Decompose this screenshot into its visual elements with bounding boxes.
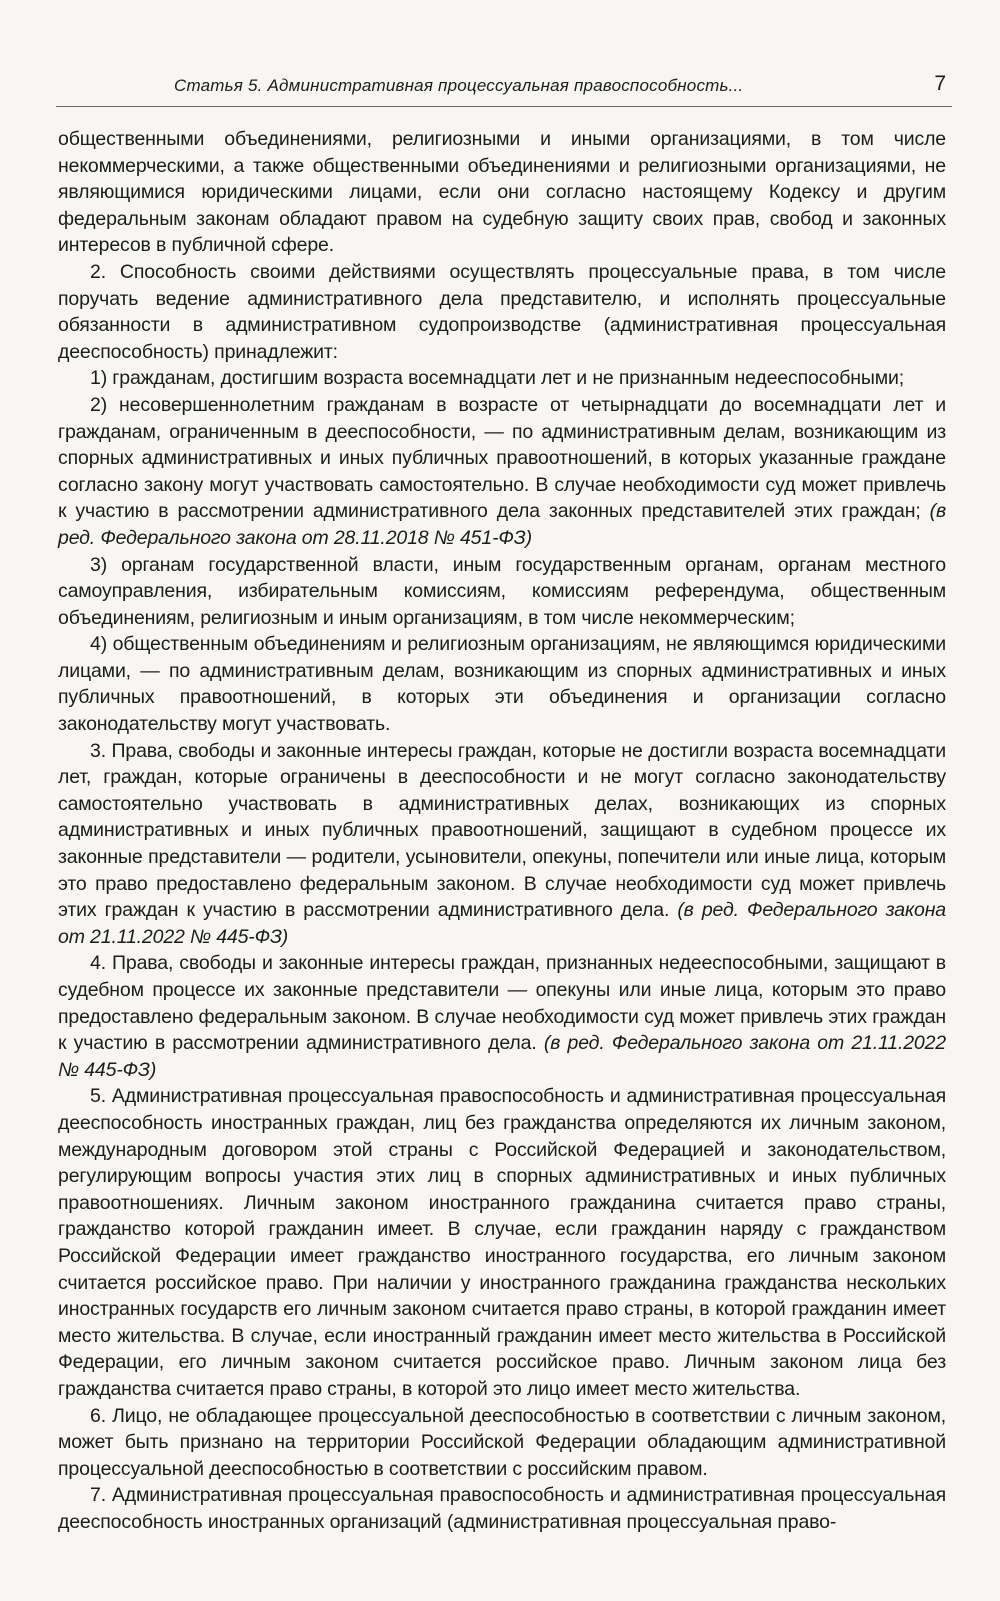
paragraph-item-3 <box>58 552 946 632</box>
page-number: 7 <box>934 72 946 95</box>
document-body <box>58 126 946 1535</box>
paragraph-part-6 <box>58 1403 946 1483</box>
paragraph-text: 5. Административная процессуальная правоспособность и административная процессуальная дееспособность иностранных граждан, лиц без гражданства определяются их личным законом, международным договором этой страны с Российской Федерацией и законодательством, регулирующим вопросы участия этих лиц в спорных административных и иных публичных правоотношениях. Личным законом иностранного гражданина считается право страны, гражданство которой гражданин имеет. В случае, если гражданин наряду с гражданством Российской Федерации имеет гражданство иностранного государства, его личным законом считается российское право. При наличии у иностранного гражданина гражданства нескольких иностранных государств его личным законом считается право страны, в которой гражданин имеет место жительства. В случае, если иностранный гражданин имеет место жительства в Российской Федерации, его личным законом считается российское право. Личным законом лица без гражданства считается право страны, в которой это лицо имеет место жительства. <box>58 1085 946 1400</box>
paragraph-text: 7. Административная процессуальная правоспособность и административная процессуальная дееспособность иностранных организаций (административная процессуальная право- <box>58 1484 946 1533</box>
paragraph-text: общественными объединениями, религиозными и иными организациями, в том числе некоммерческими, а также общественными объединениями и религиозными организациями, не являющимися юридическими лицами, если они согласно настоящему Кодексу и другим федеральным законам обладают правом на судебную защиту своих прав, свобод и законных интересов в публичной сфере. <box>58 128 946 257</box>
paragraph-text: 3) органам государственной власти, иным государственным органам, органам местного самоуправления, избирательным комиссиям, комиссиям референдума, общественным объединениям, религиозным и иным организациям, в том числе некоммерческим; <box>58 553 946 629</box>
paragraph-part-7 <box>58 1482 946 1535</box>
paragraph-text: 3. Права, свободы и законные интересы граждан, которые не достигли возраста восемнадцати лет, граждан, которые ограничены в дееспособности и не могут согласно законодательству самостоятельно участвовать в административных делах, возникающих из спорных административных и иных публичных правоотношений, защищают в судебном процессе их законные представители — родители, усыновители, опекуны, попечители или иные лица, которым это право предоставлено федеральным законом. В случае необходимости суд может привлечь этих граждан к участию в рассмотрении административного дела. <box>58 739 946 922</box>
page-header <box>56 70 952 107</box>
paragraph-text: 4. Права, свободы и законные интересы граждан, признанных недееспособными, защищают в судебном процессе их законные представители — опекуны или иные лица, которым это право предоставлено федеральным законом. В случае необходимости суд может привлечь этих граждан к участию в рассмотрении административного дела. <box>58 952 946 1055</box>
paragraph-text: 4) общественным объединениям и религиозным организациям, не являющимся юридическими лицами, — по административным делам, возникающим из спорных административных и иных публичных правоотношений, в которых эти объединения и организации согласно законодательству могут участвовать. <box>58 633 946 736</box>
paragraph-part-3 <box>58 738 946 951</box>
amendment-note: (в ред. Федерального закона от 21.11.2022 № 445-ФЗ) <box>58 1032 946 1081</box>
paragraph-text: 1) гражданам, достигшим возраста восемнадцати лет и не признанным недееспособными; <box>90 367 904 390</box>
paragraph-part-2 <box>58 259 946 365</box>
paragraph-item-4 <box>58 631 946 737</box>
paragraph-continuation <box>58 126 946 259</box>
paragraph-item-2 <box>58 392 946 552</box>
amendment-note: (в ред. Федерального закона от 21.11.2022 № 445-ФЗ) <box>58 899 946 948</box>
running-title: Статья 5. Административная процессуальная правоспособность... <box>174 76 744 95</box>
paragraph-text: 2) несовершеннолетним гражданам в возрасте от четырнадцати до восемнадцати лет и гражданам, ограниченным в дееспособности, — по административным делам, возникающим из спорных административных и иных публичных правоотношений, в которых указанные граждане согласно закону могут участвовать самостоятельно. В случае необходимости суд может привлечь к участию в рассмотрении административного дела законных представителей этих граждан; <box>58 393 946 523</box>
paragraph-item-1 <box>58 365 946 392</box>
paragraph-text: 6. Лицо, не обладающее процессуальной дееспособностью в соответствии с личным законом, может быть признано на территории Российской Федерации обладающим административной процессуальной дееспособностью в соответствии с российским правом. <box>58 1404 946 1480</box>
amendment-note: (в ред. Федерального закона от 28.11.2018 № 451-ФЗ) <box>58 500 946 549</box>
paragraph-text: 2. Способность своими действиями осуществлять процессуальные права, в том числе поручать ведение административного дела представителю, и исполнять процессуальные обязанности в административном судопроизводстве (административная процессуальная дееспособность) принадлежит: <box>58 260 946 363</box>
paragraph-part-5 <box>58 1083 946 1402</box>
paragraph-part-4 <box>58 950 946 1083</box>
